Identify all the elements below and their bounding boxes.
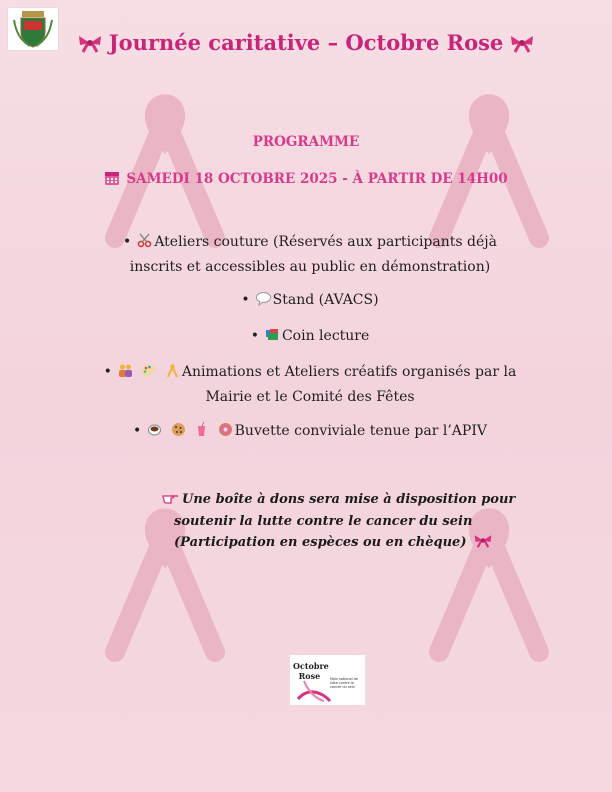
ribbon-bow-icon bbox=[509, 33, 535, 53]
pink-ribbon-decoration bbox=[424, 78, 554, 248]
title-text: Journée caritative – Octobre Rose bbox=[108, 30, 504, 55]
calendar-icon bbox=[104, 170, 120, 186]
donation-note: Une boîte à dons sera mise à disposition pour soutenir la lutte contre le cancer du sein (Participation en espèces ou en chèque) bbox=[160, 489, 530, 554]
cookie-icon bbox=[171, 422, 186, 437]
coffee-icon bbox=[147, 422, 162, 437]
list-item: • Animations et Ateliers créatifs organisés par la Mairie et le Comité des Fêtes bbox=[103, 364, 517, 405]
speech-bubble-icon bbox=[256, 291, 271, 306]
list-item: • Coin lecture bbox=[250, 328, 370, 344]
page-title bbox=[0, 30, 612, 55]
event-date bbox=[0, 170, 612, 187]
books-icon bbox=[265, 327, 280, 342]
donut-icon bbox=[218, 422, 233, 437]
list-item: • Ateliers couture (Réservés aux participants déjà inscrits et accessibles au public en démonstration) bbox=[123, 234, 497, 275]
scissors-icon bbox=[137, 233, 152, 248]
pink-ribbon-decoration bbox=[100, 78, 230, 248]
ribbon-icon bbox=[165, 363, 180, 378]
ribbon-bow-icon bbox=[77, 33, 103, 53]
event-date-text: SAMEDI 18 OCTOBRE 2025 - À PARTIR DE 14H00 bbox=[126, 171, 508, 187]
programme-heading: PROGRAMME bbox=[252, 134, 360, 150]
octobre-rose-logo: Octobre Rose Mois national de lutte contre le cancer du sein bbox=[290, 655, 365, 705]
ribbon-bow-icon bbox=[473, 533, 493, 548]
palette-icon bbox=[141, 363, 156, 378]
list-item: • Buvette conviviale tenue par l’APIV bbox=[133, 423, 487, 439]
people-icon bbox=[118, 363, 133, 378]
list-item: • Stand (AVACS) bbox=[241, 292, 379, 308]
pointing-hand-icon bbox=[162, 491, 180, 505]
drink-icon bbox=[194, 422, 209, 437]
